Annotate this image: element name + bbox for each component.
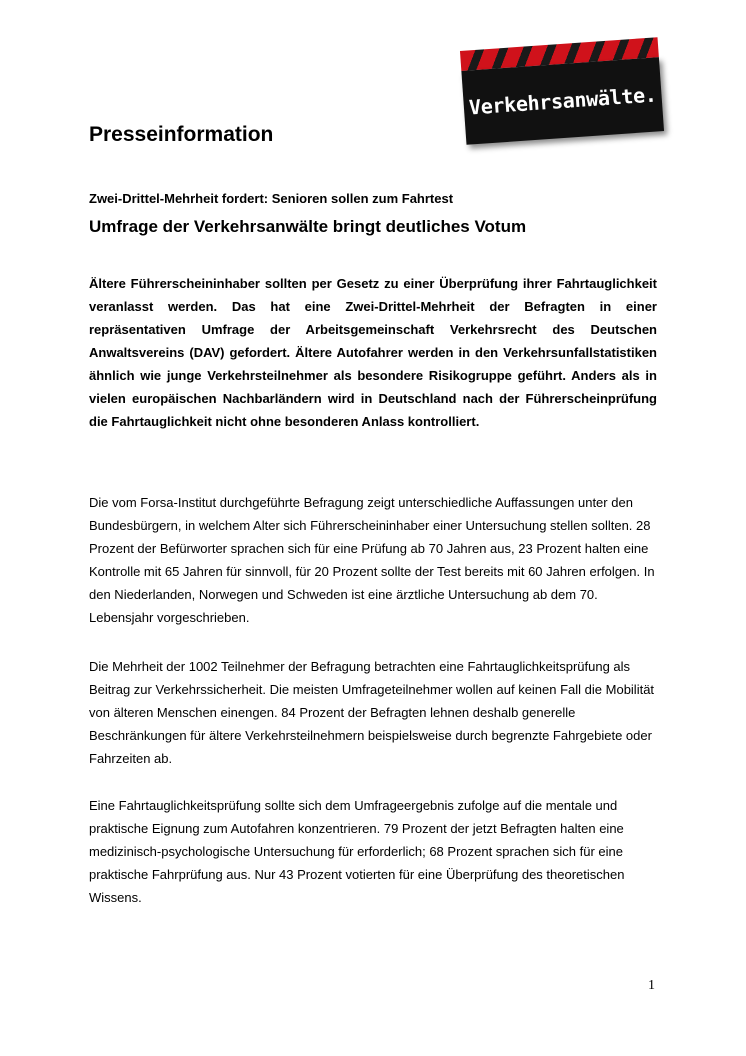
subheadline: Zwei-Drittel-Mehrheit fordert: Senioren sollen zum Fahrtest bbox=[89, 191, 454, 206]
body-paragraph-2: Die Mehrheit der 1002 Teilnehmer der Befragung betrachten eine Fahrtauglichkeitsprüfung als Beitrag zur Verkehrssicherheit. Die meisten Umfrageteilnehmer wollen auf keinen Fall die Mobilität von älteren Menschen einengen. 84 Prozent der Befragten lehnen deshalb generelle Beschränkungen für ältere Verkehrsteilnehmern beispielsweise durch begrenzte Fahrgebiete oder Fahrzeiten ab. bbox=[89, 659, 655, 766]
logo-black-box bbox=[461, 57, 664, 145]
page-number: 1 bbox=[648, 978, 655, 993]
page-title: Presseinformation bbox=[89, 123, 274, 146]
lead-paragraph: Ältere Führerscheininhaber sollten per Gesetz zu einer Überprüfung ihrer Fahrtauglichkeit veranlasst werden. Das hat eine Zwei-Drittel-Mehrheit der Befragten in einer repräsentativen Umfrage der Arbeitsgemeinschaft Verkehrsrecht des Deutschen Anwaltsvereins (DAV) gefordert. Ältere Autofahrer werden in den Verkehrsunfallstatistiken ähnlich wie junge Verkehrsteilnehmer als besondere Risikogruppe geführt. Anders als in vielen europäischen Nachbarländern wird in Deutschland nach der Führerscheinprüfung die Fahrtauglichkeit nicht ohne besonderen Anlass kontrolliert. bbox=[89, 276, 657, 429]
verkehrsanwaelte-logo bbox=[460, 37, 664, 145]
body-paragraph-3: Eine Fahrtauglichkeitsprüfung sollte sich dem Umfrageergebnis zufolge auf die mentale und praktische Eignung zum Autofahren konzentrieren. 79 Prozent der jetzt Befragten halten eine medizinisch-psychologische Untersuchung für erforderlich; 68 Prozent sprachen sich für eine praktische Fahrprüfung aus. Nur 43 Prozent votierten für eine Überprüfung des theoretischen Wissens. bbox=[89, 798, 625, 905]
headline: Umfrage der Verkehrsanwälte bringt deutliches Votum bbox=[89, 217, 527, 236]
logo-text: Verkehrsanwälte. bbox=[468, 82, 658, 120]
body-paragraph-1: Die vom Forsa-Institut durchgeführte Befragung zeigt unterschiedliche Auffassungen unter den Bundesbürgern, in welchem Alter sich Führerscheininhaber einer Untersuchung stellen sollten. 28 Prozent der Befürworter sprachen sich für eine Prüfung ab 70 Jahren aus, 23 Prozent halten eine Kontrolle mit 65 Jahren für sinnvoll, für 20 Prozent sollte der Test bereits mit 60 Jahren erfolgen. In den Niederlanden, Norwegen und Schweden ist eine ärztliche Untersuchung ab dem 70. Lebensjahr vorgeschrieben. bbox=[89, 495, 655, 625]
